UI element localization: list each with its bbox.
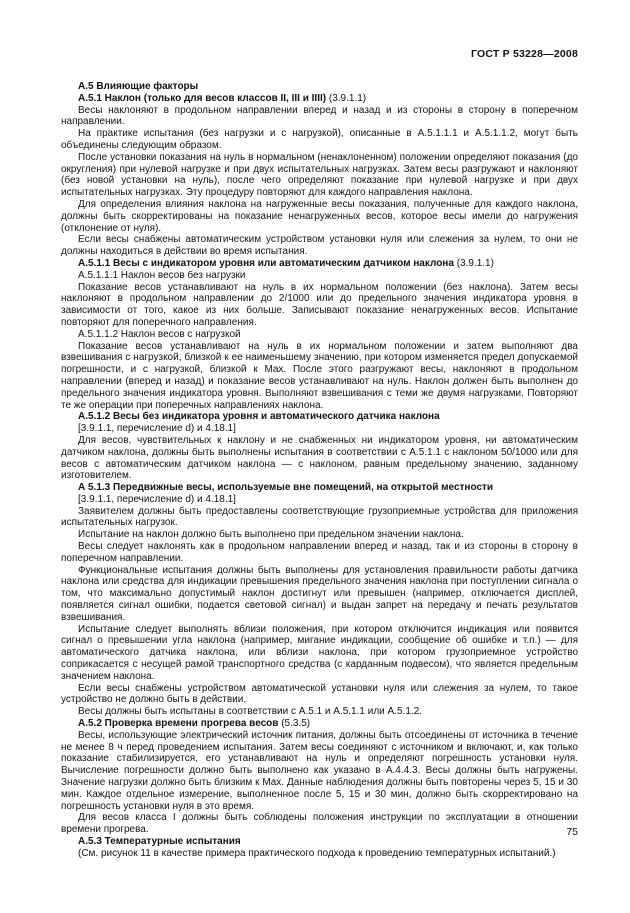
paragraph: Если весы снабжены устройством автоматической установки нуля или слежения за нулем, то такое устройство не должно быть в действии. — [61, 682, 578, 706]
citation-reference: [3.9.1.1, перечисление d) и 4.18.1] — [78, 493, 236, 505]
paragraph: Весы, использующие электрический источник питания, должны быть отсоединены от источника в течение не менее 8 ч перед проведением испытания. Затем весы соединяют с источником и включают, и, как только показание стабилизируется, его устанавливают на нуль и определяют погрешность установки нуля. Вычисление погрешности должно быть выполнено как указано в А.4.4.3. Весы должны быть нагружены. Значение нагрузки должно быть близким к Max. Данные наблюдения должны быть повторены через 5, 15 и 30 мин. Каждое отдельное измерение, выполненное после 5, 15 и 30 мин, должно быть скорректировано на погрешность установки нуля в это время. — [61, 729, 578, 812]
doc-number-header: ГОСТ Р 53228—2008 — [470, 48, 578, 60]
paragraph: Весы должны быть испытаны в соответствии с А.5.1 и А.5.1.1 или А.5.1.2. — [78, 706, 422, 718]
paragraph: Заявителем должны быть предоставлены соответствующие грузоприемные устройства для приложения испытательных нагрузок. — [61, 505, 578, 529]
paragraph: Показание весов устанавливают на нуль в их нормальном положении (без наклона). Затем весы наклоняют в продольном направлении до 2/1000 или до предельного значения индикатора уровня в зависимости от того, какое из них больше. Записывают показание ненагруженных весов. Испытание повторяют для поперечного направления. — [61, 281, 578, 328]
paragraph: Испытание на наклон должно быть выполнено при предельном значении наклона. — [78, 529, 464, 541]
paragraph: Испытание следует выполнять вблизи положения, при котором отключится индикация или появится сигнал о превышении угла наклона (например, мигание индикации, сообщение об ошибке и т.п.) — для автоматического датчика наклона, или вблизи наклона, при котором грузоприемное устройство соприкасается с несущей рамой транспортного средства (с карданным подвесом), что является предельным значением наклона. — [61, 623, 578, 682]
clause-reference: (5.3.5) — [278, 718, 311, 730]
subclause-title: А.5.1.1.2 Наклон весов с нагрузкой — [78, 328, 241, 340]
paragraph: Показание весов устанавливают на нуль в их нормальном положении и затем выполняют два взвешивания с нагрузкой, близкой к ее наименьшему значению, при котором изменяется предел допускаемой погрешности, и с нагрузкой, близкой к Max. После этого разгружают весы, наклоняют в продольном направлении (вперед и назад) и показание весов устанавливают на нуль. Наклон должен быть выполнен до предельного значения индикатора уровня. Выполняют взвешивания с теми же двумя нагрузками. Повторяют те же операции при поперечных направлениях наклона. — [61, 340, 578, 411]
paragraph: Для весов класса I должны быть соблюдены положения инструкции по эксплуатации в отношении времени прогрева. — [61, 812, 578, 836]
paragraph: (См. рисунок 11 в качестве примера практического подхода к проведению температурных испытаний.) — [78, 847, 556, 859]
paragraph: Для весов, чувствительных к наклону и не снабженных ни индикатором уровня, ни автоматическим датчиком наклона, должны быть выполнены испытания в соответствии с А.5.1.1 с наклоном 50/1000 или для весов с автоматическим датчиком наклона — с наклоном, равным предельному значению, заданному изготовителем. — [61, 434, 578, 482]
paragraph: Весы следует наклонять как в продольном направлении вперед и назад, так и из стороны в сторону в поперечном направлении. — [61, 541, 578, 564]
paragraph: Весы наклоняют в продольном направлении вперед и назад и из стороны в сторону в поперечном направлении. — [61, 104, 578, 128]
clause-reference: (3.9.1.1) — [326, 92, 367, 104]
heading-text: А.5.1 Наклон (только для весов классов II, III и IIII) — [78, 92, 327, 104]
section-heading: А.5 Влияющие факторы — [78, 81, 199, 92]
section-heading: А 5.1.3 Передвижные весы, используемые вне помещений, на открытой местности — [78, 482, 494, 494]
paragraph: После установки показания на нуль в нормальном (ненаклоненном) положении определяют показания (до округления) при нулевой нагрузке и при двух испытательных нагрузках. Затем весы разгружают и наклоняют (без новой установки на нуль), после чего определяют показание при нулевой нагрузке и при двух испытательных нагрузках. Эту процедуру повторяют для каждого направления наклона. — [61, 151, 578, 199]
section-heading — [61, 93, 578, 105]
paragraph: На практике испытания (без нагрузки и с нагрузкой), описанные в А.5.1.1.1 и А.5.1.1.2, могут быть объединены следующим образом. — [61, 128, 578, 151]
subclause-title: А.5.1.1.1 Наклон весов без нагрузки — [78, 269, 246, 281]
heading-text: А.5.1.1 Весы с индикатором уровня или автоматическим датчиком наклона — [78, 257, 454, 269]
paragraph: Если весы снабжены автоматическим устройством установки нуля или слежения за нулем, то они не должны находиться в действии во время испытания. — [61, 234, 578, 258]
heading-text: А.5.2 Проверка времени прогрева весов — [78, 718, 279, 730]
section-heading — [61, 258, 578, 270]
section-heading: А.5.1.2 Весы без индикатора уровня и автоматического датчика наклона — [78, 411, 440, 423]
page-number: 75 — [566, 826, 578, 838]
paragraph: Для определения влияния наклона на нагруженные весы показания, полученные для каждого наклона, должны быть скорректированы на показание ненагруженных весов, которое весы имели до нагружения (отклонение от нуля). — [61, 198, 578, 234]
citation-reference: [3.9.1.1, перечисление d) и 4.18.1] — [78, 423, 236, 435]
clause-reference: (3.9.1.1) — [453, 257, 494, 269]
document-body — [61, 81, 578, 860]
section-heading — [61, 718, 578, 730]
paragraph: Функциональные испытания должны быть выполнены для установления правильности работы датчика наклона или средства для индикации превышения предельного значения наклона при поступлении сигнала о том, что максимально допустимый наклон достигнут или превышен (например, отключается дисплей, появляется сигнал ошибки, подается световой сигнал) и выдан запрет на передачу и печать результатов взвешивания. — [61, 564, 578, 623]
section-heading: А.5.3 Температурные испытания — [78, 836, 241, 847]
